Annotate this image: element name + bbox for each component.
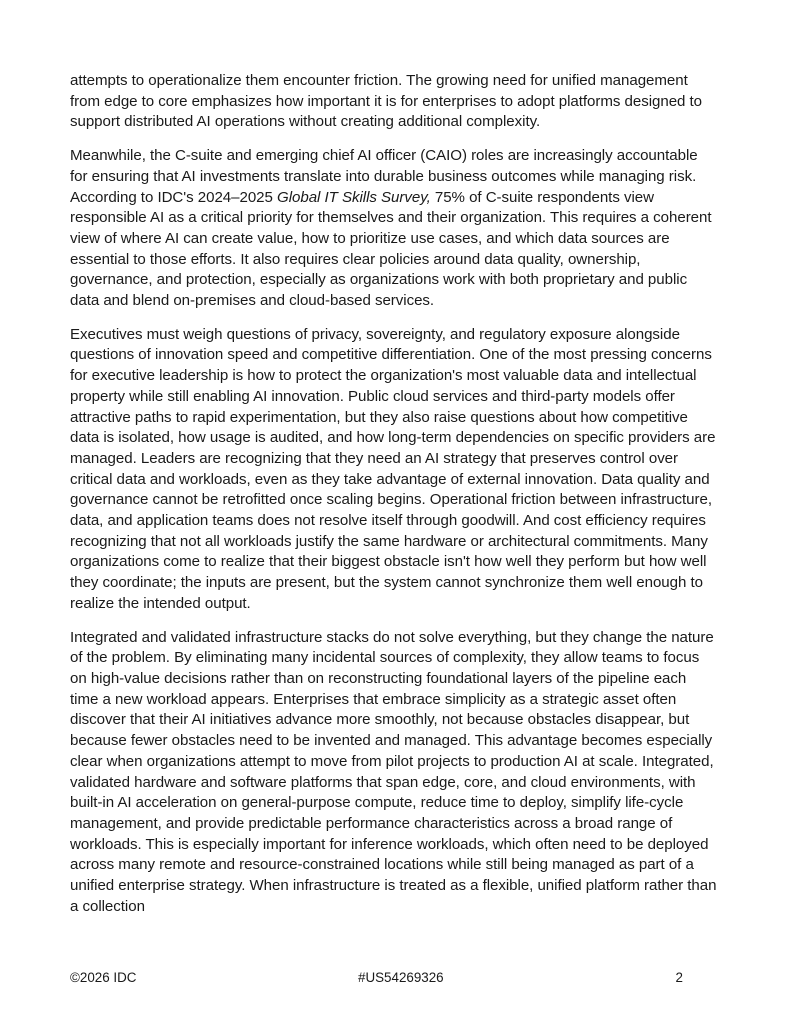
paragraph-edge-to-core: attempts to operationalize them encounter friction. The growing need for unified management from edge to core emphasizes how important it is for enterprises to adopt platforms designed to support distributed AI operations without creating additional complexity.	[70, 72, 703, 131]
survey-title: Global IT Skills Survey,	[277, 188, 431, 206]
footer-page-number: 2	[675, 970, 683, 985]
paragraph-csuite-caio	[70, 146, 718, 312]
paragraph-text: Meanwhile, the C-suite and emerging chief AI officer (CAIO) roles are increasingly accountable for ensuring that AI investments translate into durable business outcomes while managing risk. According to IDC's 2024–2025	[70, 147, 698, 206]
footer-copyright: ©2026 IDC	[70, 970, 137, 985]
footer-document-id: #US54269326	[358, 970, 444, 985]
document-body	[70, 71, 718, 930]
paragraph-text: 75% of C-suite respondents view responsible AI as a critical priority for themselves and their organization. This requires a coherent view of where AI can create value, how to prioritize use cases, and which data sources are essential to those efforts. It also requires clear policies around data quality, ownership, governance, and protection, especially as organizations work with both proprietary and public data and blend on-premises and cloud-based services.	[70, 188, 712, 310]
paragraph-integrated-stacks: Integrated and validated infrastructure stacks do not solve everything, but they change the nature of the problem. By eliminating many incidental sources of complexity, they allow teams to focus on high-value decisions rather than on reconstructing foundational layers of the pipeline each time a new workload appears. Enterprises that embrace simplicity as a strategic asset often discover that their AI initiatives advance more smoothly, not because obstacles disappear, but because fewer obstacles need to be invented and managed. This advantage becomes especially clear when organizations attempt to move from pilot projects to production AI at scale. Integrated, validated hardware and software platforms that span edge, core, and cloud environments, with built-in AI acceleration on general-purpose compute, reduce time to deploy, simplify life-cycle management, and provide predictable performance characteristics across a broad range of workloads. This is especially important for inference workloads, which often need to be deployed across many remote and resource-constrained locations while still being managed as part of a unified enterprise strategy. When infrastructure is treated as a flexible, unified platform rather than a collection	[70, 628, 717, 915]
page-footer	[70, 968, 683, 988]
paragraph-executives-privacy: Executives must weigh questions of privacy, sovereignty, and regulatory exposure alongside questions of innovation speed and competitive differentiation. One of the most pressing concerns for executive leadership is how to protect the organization's most valuable data and intellectual property while still enabling AI innovation. Public cloud services and third-party models offer attractive paths to rapid experimentation, but they also raise questions about how competitive data is isolated, how usage is audited, and how long-term dependencies on specific providers are managed. Leaders are recognizing that they need an AI strategy that preserves control over critical data and workloads, even as they take advantage of external innovation. Data quality and governance cannot be retrofitted once scaling begins. Operational friction between infrastructure, data, and application teams does not resolve itself through goodwill. And cost efficiency requires recognizing that not all workloads justify the same hardware or architectural commitments. Many organizations come to realize that their biggest obstacle isn't how well they perform but how well they coordinate; the inputs are present, but the system cannot synchronize them well enough to realize the intended output.	[70, 325, 716, 612]
